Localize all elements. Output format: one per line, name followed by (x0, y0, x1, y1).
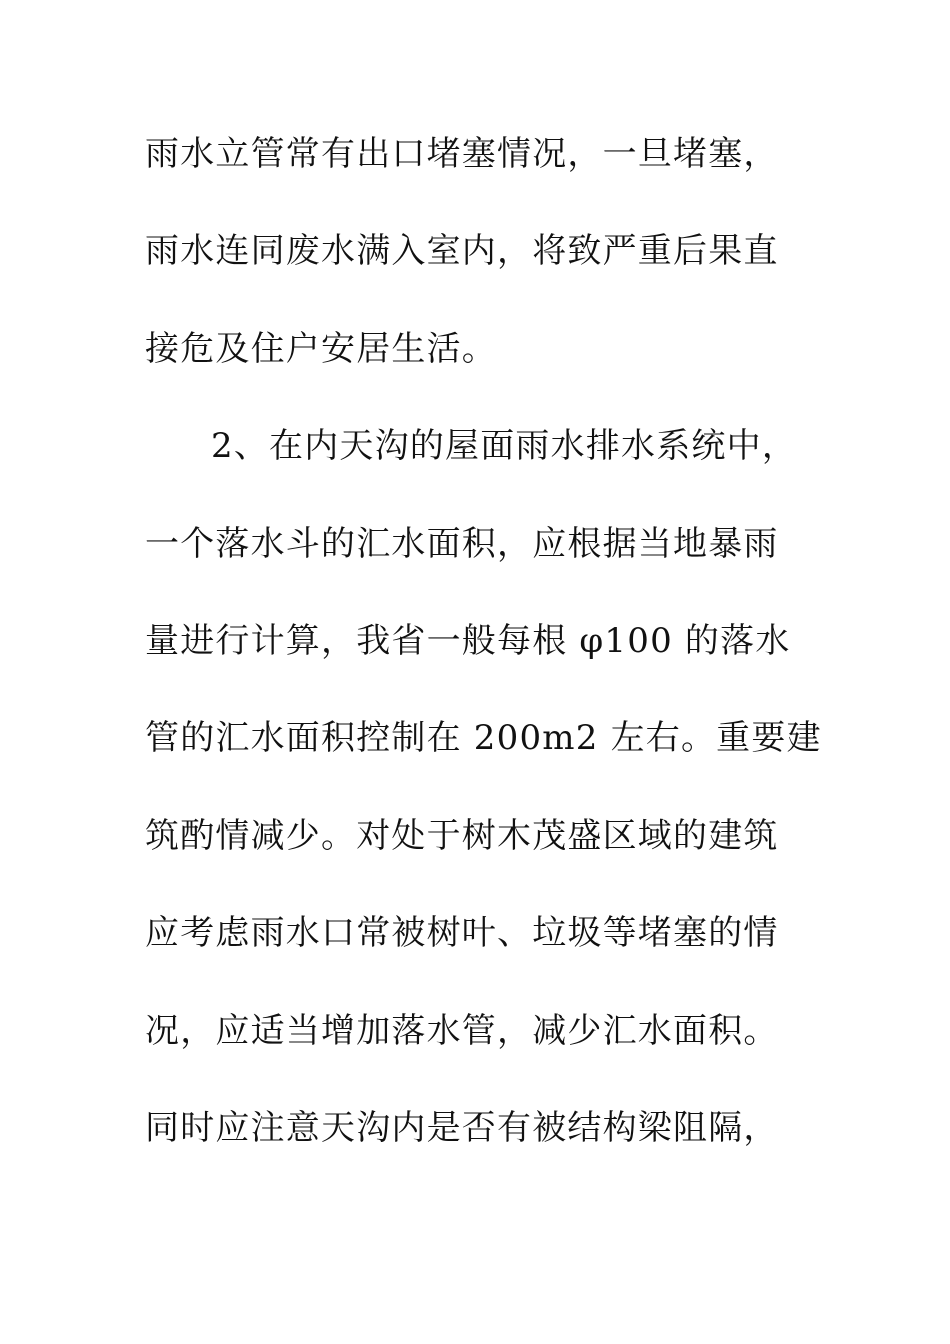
text-line: 应考虑雨水口常被树叶、垃圾等堵塞的情 (145, 913, 779, 954)
text-line: 雨水立管常有出口堵塞情况，一旦堵塞， (145, 134, 779, 174)
text-line: 接危及住户安居生活。 (145, 328, 497, 369)
body-text (145, 122, 822, 1193)
text-line: 况，应适当增加落水管，减少汇水面积。 (145, 1010, 779, 1051)
text-line: 筑酌情减少。对处于树木茂盛区域的建筑 (145, 815, 779, 856)
text-line: 一个落水斗的汇水面积，应根据当地暴雨 (145, 523, 779, 564)
text-line: 同时应注意天沟内是否有被结构梁阻隔， (145, 1107, 779, 1148)
text-line: 量进行计算，我省一般每根 φ100 的落水 (145, 620, 791, 661)
paragraph-start-line: 2、在内天沟的屋面雨水排水系统中， (211, 426, 798, 467)
text-line: 雨水连同废水满入室内，将致严重后果直 (145, 231, 779, 272)
text-line: 管的汇水面积控制在 200m2 左右。重要建 (145, 718, 822, 759)
